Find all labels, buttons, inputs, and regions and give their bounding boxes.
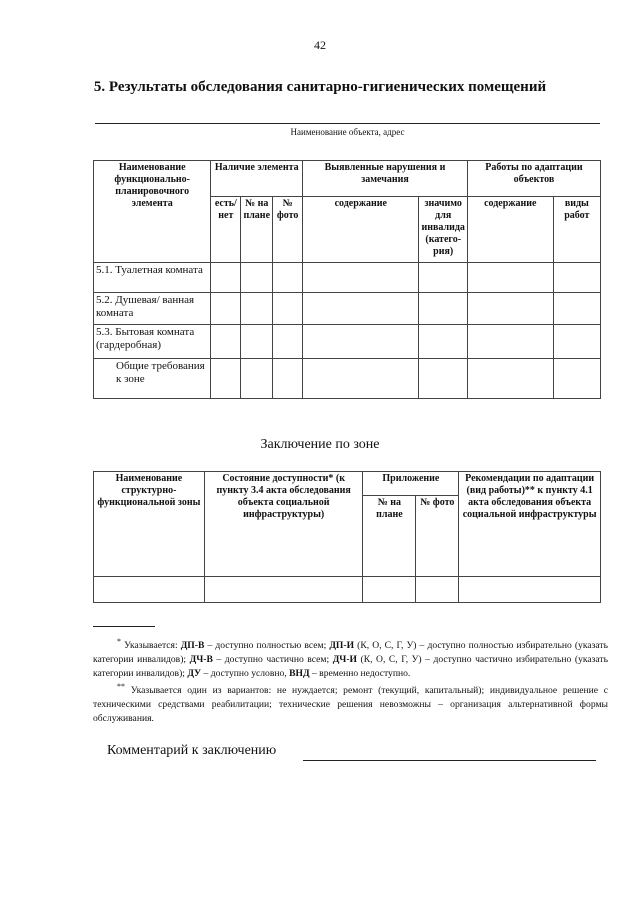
row-label: Общие требования к зоне [94, 359, 211, 399]
header-plan-number: № на плане [363, 496, 416, 577]
header-plan-number: № на плане [241, 197, 273, 263]
table-row [94, 577, 601, 603]
cell[interactable] [273, 359, 303, 399]
cell[interactable] [303, 293, 419, 325]
comment-input-line[interactable] [303, 760, 596, 761]
header-violation-content: содержание [303, 197, 419, 263]
section-title: 5. Результаты обследования санитарно-гигиенических помещений [93, 79, 547, 95]
footnote-work-variants: ** Указывается один из вариантов: не нуждается; ремонт (текущий, капитальный); индивидуальное решение с техническими средствами реабилитации; технические решения невозможны – организация альтернативной формы обслуживания. [93, 681, 608, 724]
cell[interactable] [303, 263, 419, 293]
cell[interactable] [419, 359, 467, 399]
header-annex: Приложение [363, 472, 459, 496]
table-row [94, 263, 601, 293]
header-accessibility-state: Состояние доступности* (к пункту 3.4 акта обследования объекта социальной инфраструктуры) [204, 472, 363, 577]
table-row [94, 359, 601, 399]
cell[interactable] [211, 325, 241, 359]
header-zone-name: Наименование структурно-функциональной зоны [94, 472, 205, 577]
cell[interactable] [94, 577, 205, 603]
cell[interactable] [273, 263, 303, 293]
zone-conclusion-table [93, 471, 601, 603]
cell[interactable] [553, 263, 600, 293]
header-photo-number: № фото [416, 496, 459, 577]
cell[interactable] [553, 293, 600, 325]
cell[interactable] [467, 359, 553, 399]
cell[interactable] [467, 325, 553, 359]
cell[interactable] [211, 359, 241, 399]
zone-conclusion-title: Заключение по зоне [260, 437, 380, 452]
header-adaptation-works: Работы по адаптации объектов [467, 161, 600, 197]
row-label: 5.2. Душевая/ ванная комната [94, 293, 211, 325]
header-element-name: Наименование функционально-планировочного элемента [94, 161, 211, 263]
cell[interactable] [419, 263, 467, 293]
cell[interactable] [419, 293, 467, 325]
page-number: 42 [314, 38, 326, 52]
cell[interactable] [241, 293, 273, 325]
header-photo-number: № фото [273, 197, 303, 263]
cell[interactable] [241, 263, 273, 293]
cell[interactable] [363, 577, 416, 603]
header-presence: Наличие элемента [211, 161, 303, 197]
cell[interactable] [553, 325, 600, 359]
footnotes [93, 636, 608, 726]
cell[interactable] [467, 263, 553, 293]
row-label: 5.3. Бытовая комната (гардеробная) [94, 325, 211, 359]
cell[interactable] [303, 359, 419, 399]
table-row [94, 325, 601, 359]
header-works-content: содержание [467, 197, 553, 263]
table-row [94, 293, 601, 325]
survey-results-table [93, 160, 601, 399]
cell[interactable] [553, 359, 600, 399]
footnote-accessibility-codes: * Указывается: ДП-В – доступно полностью всем; ДП-И (К, О, С, Г, У) – доступно полностью избирательно (указать категории инвалидов); ДЧ-В – доступно частично всем; ДЧ-И (К, О, С, Г, У) – доступно частично избирательно (указать категории инвалидов); ДУ – доступно условно, ВНД – временно недоступно. [93, 637, 609, 679]
cell[interactable] [211, 293, 241, 325]
cell[interactable] [211, 263, 241, 293]
header-violations: Выявленные нарушения и замечания [303, 161, 468, 197]
header-works-type: виды работ [553, 197, 600, 263]
cell[interactable] [273, 325, 303, 359]
cell[interactable] [273, 293, 303, 325]
cell[interactable] [416, 577, 459, 603]
cell[interactable] [241, 359, 273, 399]
footnote-separator [93, 626, 155, 627]
cell[interactable] [467, 293, 553, 325]
cell[interactable] [459, 577, 601, 603]
header-exists: есть/ нет [211, 197, 241, 263]
header-significance: значимо для инвалида (катего-рия) [419, 197, 467, 263]
cell[interactable] [204, 577, 363, 603]
cell[interactable] [419, 325, 467, 359]
row-label: 5.1. Туалетная комната [94, 263, 211, 293]
comment-label: Комментарий к заключению [107, 743, 277, 758]
header-recommendations: Рекомендации по адаптации (вид работы)** к пункту 4.1 акта обследования объекта социальной инфраструктуры [459, 472, 601, 577]
cell[interactable] [241, 325, 273, 359]
object-name-caption: Наименование объекта, адрес [290, 127, 405, 137]
object-name-line[interactable] [95, 123, 600, 124]
cell[interactable] [303, 325, 419, 359]
